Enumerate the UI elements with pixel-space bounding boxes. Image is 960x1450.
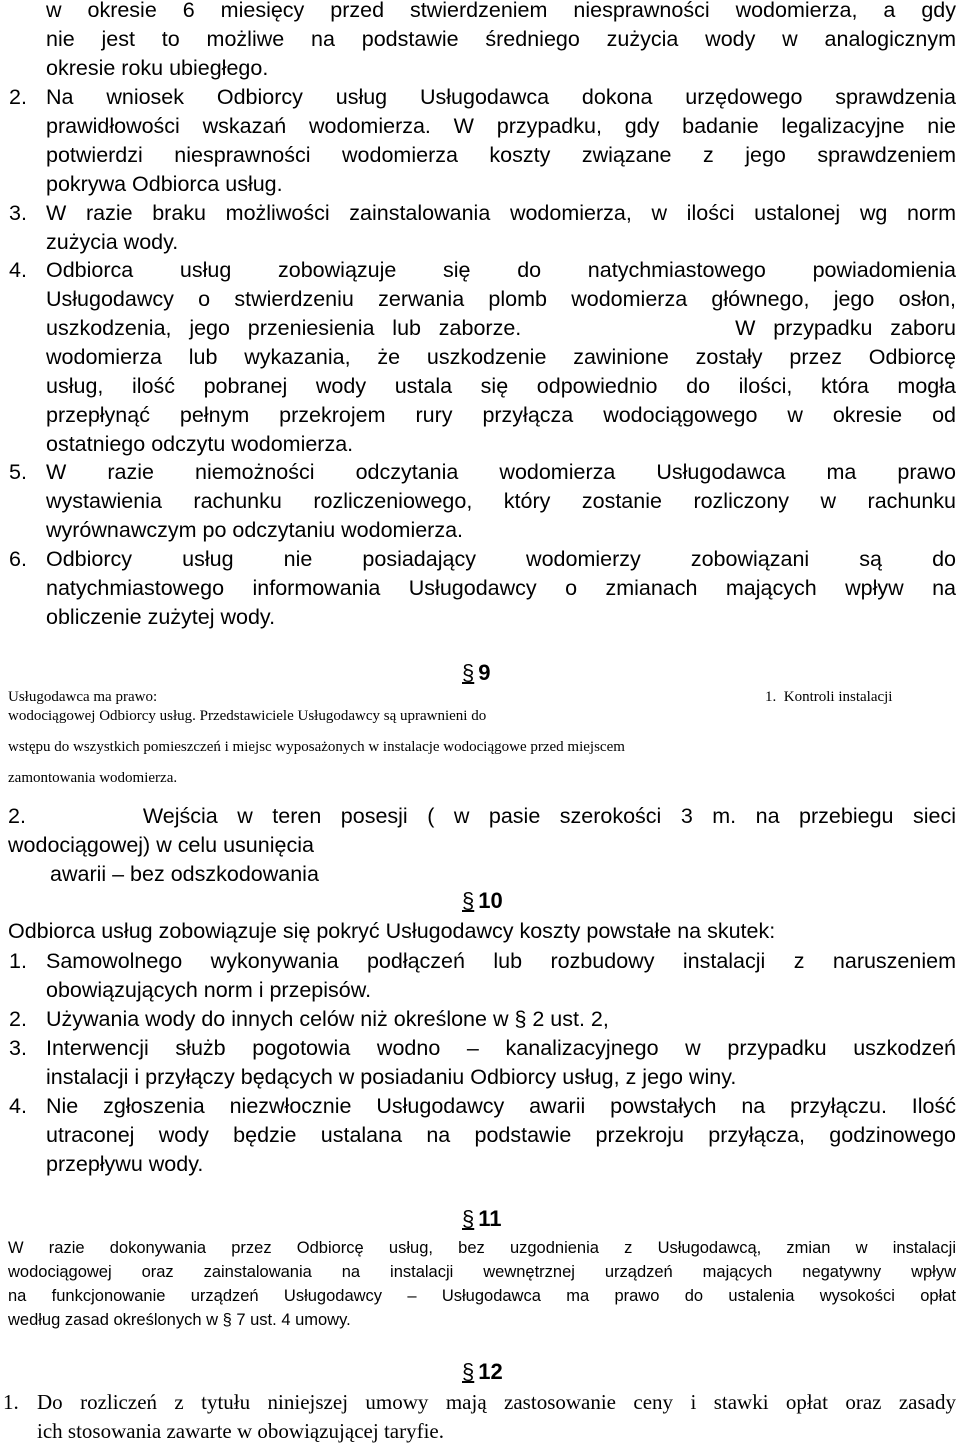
text-line: obliczenie zużytej wody. [46, 605, 276, 629]
text-line: wstępu do wszystkich pomieszczeń i miejsc wyposażonych w instalacje wodociągowe przed miejscem [8, 739, 625, 755]
text-line: uszkodzenia, jego przeniesienia lub zaborze. W przypadku zaboru [46, 316, 956, 340]
item-number: 1. [765, 689, 777, 705]
item-number: 4. [9, 1094, 27, 1118]
item-number: 2. [9, 85, 27, 109]
text-line: zużycia wody. [46, 230, 179, 254]
text-line: przepłynąć pełnym przekrojem rury przyłącza wodociągowego w okresie od [46, 403, 956, 427]
text-line: W razie niemożności odczytania wodomierza Usługodawca ma prawo [46, 460, 956, 484]
text-line: potwierdzi niesprawności wodomierza koszty związane z jego sprawdzeniem [46, 143, 956, 167]
item-number: 3. [9, 1036, 27, 1060]
text-line: ostatniego odczytu wodomierza. [46, 432, 354, 456]
section-number: 11 [478, 1206, 502, 1231]
section9-item1-start [765, 689, 892, 706]
text-line: okresie roku ubiegłego. [46, 56, 269, 80]
text-line: wystawienia rachunku rozliczeniowego, który zostanie rozliczony w rachunku [46, 489, 956, 513]
text-line: wodociągowej Odbiorcy usług. Przedstawiciele Usługodawcy są uprawnieni do [8, 708, 487, 724]
item-number: 4. [9, 258, 27, 282]
item-number: 1. [9, 949, 27, 973]
text-line: wodociągowej) w celu usunięcia [8, 833, 314, 857]
section11-body [8, 1236, 956, 1332]
text-line: obowiązujących norm i przepisów. [46, 978, 372, 1002]
item-number: 3. [9, 201, 27, 225]
section9-item2 [8, 802, 956, 889]
text-line: instalacji i przyłączy będących w posiadaniu Odbiorcy usług, z jego winy. [46, 1065, 737, 1089]
section-number: 12 [478, 1359, 503, 1384]
section-heading-10 [462, 888, 503, 914]
item-number: 2. [9, 1007, 27, 1031]
text-line: wyrównawczym po odczytaniu wodomierza. [46, 518, 464, 542]
item-number: 1. [3, 1390, 19, 1414]
section-symbol: § [462, 1206, 475, 1231]
text-line: Używania wody do innych celów niż określone w § 2 ust. 2, [46, 1007, 609, 1031]
text-line: W razie braku możliwości zainstalowania wodomierza, w ilości ustalonej wg norm [46, 201, 956, 225]
section9-intro: Usługodawca ma prawo: [8, 689, 158, 705]
text-line: wodomierza lub wykazania, że uszkodzenie zawinione zostały przez Odbiorcę [46, 345, 956, 369]
text-line: Nie zgłoszenia niezwłocznie Usługodawcy awarii powstałych na przyłączu. Ilość [46, 1094, 956, 1118]
text-line: na funkcjonowanie urządzeń Usługodawcy – Usługodawca ma prawo do ustalenia wysokości opłat [8, 1287, 956, 1305]
text-line: Usługodawcy o stwierdzeniu zerwania plomb wodomierza głównego, jego osłon, [46, 287, 956, 311]
text-line: W razie dokonywania przez Odbiorcę usług, bez uzgodnienia z Usługodawcą, zmian w instalacji [8, 1239, 956, 1257]
text-line: awarii – bez odszkodowania [50, 862, 319, 886]
text-line: wodociągowej oraz zainstalowania na instalacji wewnętrznej urządzeń mających negatywny wpływ [8, 1263, 956, 1281]
section-heading-12 [462, 1359, 503, 1385]
text-line: usług, ilość pobranej wody ustala się odpowiednio do ilości, która mogła [46, 374, 956, 398]
text-line: Odbiorcy usług nie posiadający wodomierzy zobowiązani są do [46, 547, 956, 571]
text-line: przepływu wody. [46, 1152, 204, 1176]
text-line: w okresie 6 miesięcy przed stwierdzeniem niesprawności wodomierza, a gdy [46, 0, 956, 22]
section-symbol: § [462, 888, 475, 913]
section10-intro: Odbiorca usług zobowiązuje się pokryć Usługodawcy koszty powstałe na skutek: [8, 919, 776, 943]
text-line: zamontowania wodomierza. [8, 770, 178, 786]
text-line: Do rozliczeń z tytułu niniejszej umowy mają zastosowanie ceny i stawki opłat oraz zasady [37, 1390, 956, 1414]
text-line: utraconej wody będzie ustalana na podstawie przekroju przyłącza, godzinowego [46, 1123, 956, 1147]
item-text: Kontroli instalacji [783, 689, 893, 705]
text-line: pokrywa Odbiorca usług. [46, 172, 283, 196]
section-heading-9 [462, 660, 491, 686]
item-number: 5. [9, 460, 27, 484]
text-line: według zasad określonych w § 7 ust. 4 umowy. [8, 1311, 351, 1329]
item-number: 6. [9, 547, 27, 571]
text-line: Na wniosek Odbiorcy usług Usługodawca dokona urzędowego sprawdzenia [46, 85, 956, 109]
text-line: ich stosowania zawarte w obowiązującej taryfie. [37, 1419, 444, 1443]
text-line: Interwencji służb pogotowia wodno – kanalizacyjnego w przypadku uszkodzeń [46, 1036, 956, 1060]
section-symbol: § [462, 660, 475, 685]
text-line: Samowolnego wykonywania podłączeń lub rozbudowy instalacji z naruszeniem [46, 949, 956, 973]
section-number: 10 [478, 888, 503, 913]
text-line: 2. Wejścia w teren posesji ( w pasie szerokości 3 m. na przebiegu sieci [8, 804, 956, 828]
section-symbol: § [462, 1359, 475, 1384]
text-line: Odbiorca usług zobowiązuje się do natychmiastowego powiadomienia [46, 258, 956, 282]
text-line: prawidłowości wskazań wodomierza. W przypadku, gdy badanie legalizacyjne nie [46, 114, 956, 138]
text-line: natychmiastowego informowania Usługodawcy o zmianach mających wpływ na [46, 576, 956, 600]
text-line: nie jest to możliwe na podstawie średniego zużycia wody w analogicznym [46, 27, 956, 51]
section-heading-11 [462, 1206, 502, 1232]
section-number: 9 [478, 660, 491, 685]
continuation-text [46, 0, 956, 83]
